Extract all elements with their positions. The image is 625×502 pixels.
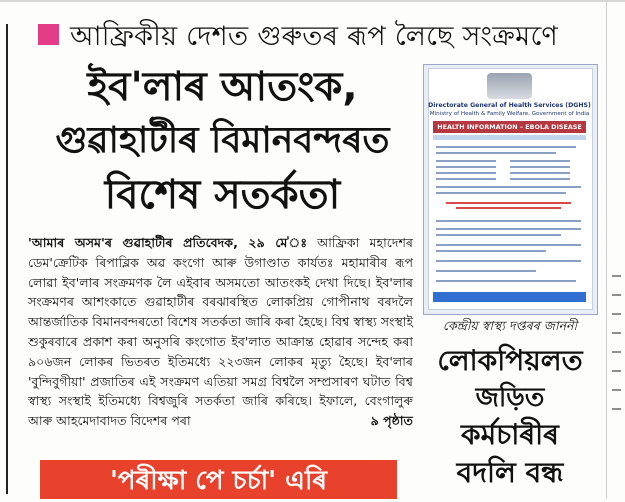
poster-text-line — [436, 270, 536, 272]
poster-text-line — [510, 160, 570, 162]
poster-text-line — [436, 244, 581, 246]
side-headline-line-3: কৰ্মচাৰীৰ — [461, 418, 559, 451]
continued-page-ref: ৯ পৃষ্ঠাত — [370, 413, 413, 429]
poster-text-line — [510, 172, 570, 174]
article-dateline: 'আমাৰ অসম'ৰ গুৱাহাটীৰ প্ৰতিবেদক, ২৯ মে'ঃ — [28, 235, 308, 250]
poster-text-line — [436, 160, 496, 162]
poster-text-line — [436, 192, 566, 194]
article-body — [28, 233, 413, 431]
top-rule — [0, 0, 625, 2]
poster-text-line — [436, 178, 496, 180]
side-headline-line-1: লোকপিয়লত — [437, 344, 583, 377]
poster-text-line — [436, 220, 581, 222]
headline-line-3: বিশেষ সতৰ্কতা — [104, 172, 341, 218]
column-rule-right — [606, 0, 607, 499]
kicker-text: আফ্ৰিকীয় দেশত গুৰুতৰ ৰূপ লৈছে সংক্ৰমণে — [70, 21, 558, 52]
poster-text-line — [436, 186, 581, 188]
article-text: আফ্ৰিকা মহাদেশৰ ডেম'ক্ৰেটিক ৰিপাব্লিক অৱ কংগো আৰু উগাণ্ডাত কাৰ্যতঃ মহামাৰীৰ ৰূপ লোৱা ইব'লাৰ সংক্ৰমণক লৈ এইবাৰ অসমতো আতংকই দেখা দিছে। ইব'লাৰ সংক্ৰমণৰ আশংকাতে গুৱাহাটীৰ বৰঝাৰস্থিত লোকপ্ৰিয় গোপীনাথ বৰদলৈ আন্তৰ্জাতিক বিমানবন্দৰতো বিশেষ সতৰ্কতা জাৰি কৰা হৈছে। বিশ্ব স্বাস্থ্য সংস্থাই শুকুৰবাৰে প্ৰকাশ কৰা অনুসৰি কংগোত ইব'লাত আক্ৰান্ত হোৱাৰ সন্দেহ কৰা ৯০৬জন লোকৰ ভিতৰত ইতিমধ্যে ২২৩জন লোকৰ মৃত্যু হৈছে। ইব'লাৰ 'বুন্দিবুগীয়া' প্ৰজাতিৰ এই সংক্ৰমণ এতিয়া সমগ্ৰ বিশ্বলৈ সম্প্ৰসাৰণ ঘটাত বিশ্ব স্বাস্থ্য সংস্থাই ইতিমধ্যে বিশ্বজুৰি সতৰ্কতা জাৰি কৰিছে। ইফালে, বেংগালুৰু আৰু আহমেদাবাদত বিদেশৰ পৰা — [28, 235, 414, 429]
poster-text-line — [510, 166, 570, 168]
bottom-red-banner: 'পৰীক্ষা পে চৰ্চা' এৰি — [40, 460, 397, 499]
poster-stripe — [433, 135, 586, 140]
govt-emblem-icon — [487, 73, 532, 99]
column-rule-left — [6, 24, 8, 494]
poster-footer-bar — [433, 292, 586, 302]
poster-text-line — [436, 228, 581, 230]
kicker-marker — [38, 24, 59, 45]
poster-subtitle: Ministry of Health & Family Welfare, Government of India — [429, 111, 590, 117]
poster-text-line — [436, 166, 496, 168]
poster-text-line — [436, 280, 576, 282]
adjacent-column-sliver — [612, 275, 621, 425]
poster-red-line — [446, 202, 571, 204]
headline-line-1: ইব'লাৰ আতংক, — [87, 64, 358, 110]
poster-text-line — [510, 178, 570, 180]
poster-title: Directorate General of Health Services (DGHS) — [428, 102, 591, 109]
side-headline-line-4: বদলি বন্ধ — [456, 456, 564, 489]
poster-band: HEALTH INFORMATION – EBOLA DISEASE — [433, 121, 586, 133]
side-headline — [420, 342, 600, 492]
poster-text-line — [436, 260, 581, 262]
poster-text-line — [436, 146, 576, 148]
poster-text-line — [436, 250, 546, 252]
poster-text-line — [436, 234, 561, 236]
poster-red-line — [456, 207, 561, 209]
headline-line-2: গুৱাহাটীৰ বিমানবন্দৰত — [55, 120, 390, 161]
main-headline — [30, 60, 415, 222]
poster-caption: কেন্দ্ৰীয় স্বাস্থ্য দপ্তৰৰ জাননী — [442, 318, 578, 333]
poster-text-line — [436, 152, 556, 154]
poster-text-line — [436, 172, 496, 174]
side-headline-line-2: জড়িত — [475, 383, 545, 413]
